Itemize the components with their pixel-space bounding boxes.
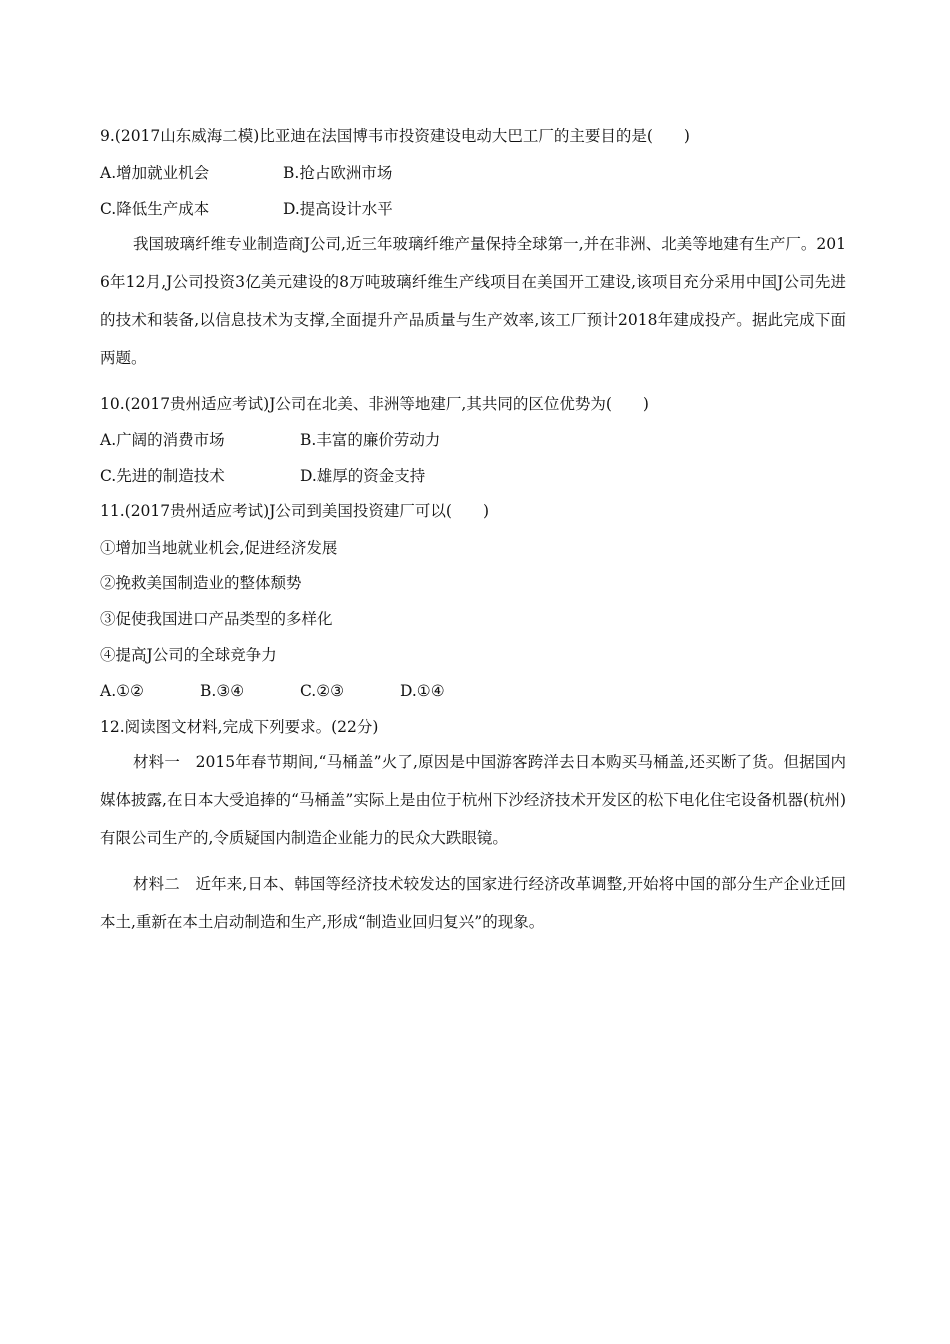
question-10-stem: 10.(2017贵州适应考试)J公司在北美、非洲等地建厂,其共同的区位优势为( ) (100, 395, 649, 413)
question-12-material-2: 材料二 近年来,日本、韩国等经济技术较发达的国家进行经济改革调整,开始将中国的部分生产企业迁回本土,重新在本土启动制造和生产,形成“制造业回归复兴”的现象。 (100, 875, 846, 931)
question-10-option-b: B.丰富的廉价劳动力 (300, 431, 441, 449)
passage-j-company: 我国玻璃纤维专业制造商J公司,近三年玻璃纤维产量保持全球第一,并在非洲、北美等地建有生产厂。2016年12月,J公司投资3亿美元建设的8万吨玻璃纤维生产线项目在美国开工建设,该项目充分采用中国J公司先进的技术和装备,以信息技术为支撑,全面提升产品质量与生产效率,该工厂预计2018年建成投产。据此完成下面两题。 (100, 235, 846, 367)
question-11-statement-3: ③促使我国进口产品类型的多样化 (100, 610, 333, 628)
question-9-stem: 9.(2017山东威海二模)比亚迪在法国博韦市投资建设电动大巴工厂的主要目的是( ) (100, 127, 690, 145)
question-9-option-a: A.增加就业机会 (100, 164, 210, 182)
question-12-material-1: 材料一 2015年春节期间,“马桶盖”火了,原因是中国游客跨洋去日本购买马桶盖,还买断了货。但据国内媒体披露,在日本大受追捧的“马桶盖”实际上是由位于杭州下沙经济技术开发区的松下电化住宅设备机器(杭州)有限公司生产的,令质疑国内制造企业能力的民众大跌眼镜。 (100, 753, 846, 847)
question-12-stem: 12.阅读图文材料,完成下列要求。(22分) (100, 718, 379, 736)
question-11-statement-2: ②挽救美国制造业的整体颓势 (100, 574, 302, 592)
question-11-statement-1: ①增加当地就业机会,促进经济发展 (100, 539, 338, 557)
question-11-option-b: B.③④ (200, 682, 245, 700)
question-10-option-a: A.广阔的消费市场 (100, 431, 225, 449)
question-9-option-d: D.提高设计水平 (283, 200, 393, 218)
question-9-option-b: B.抢占欧洲市场 (283, 164, 393, 182)
question-11-statement-4: ④提高J公司的全球竞争力 (100, 646, 277, 664)
question-10-option-c: C.先进的制造技术 (100, 467, 225, 485)
question-9-option-c: C.降低生产成本 (100, 200, 210, 218)
question-11-option-c: C.②③ (300, 682, 345, 700)
question-11-option-d: D.①④ (400, 682, 445, 700)
question-11-option-a: A.①② (100, 682, 144, 700)
question-11-stem: 11.(2017贵州适应考试)J公司到美国投资建厂可以( ) (100, 502, 489, 520)
question-10-option-d: D.雄厚的资金支持 (300, 467, 426, 485)
